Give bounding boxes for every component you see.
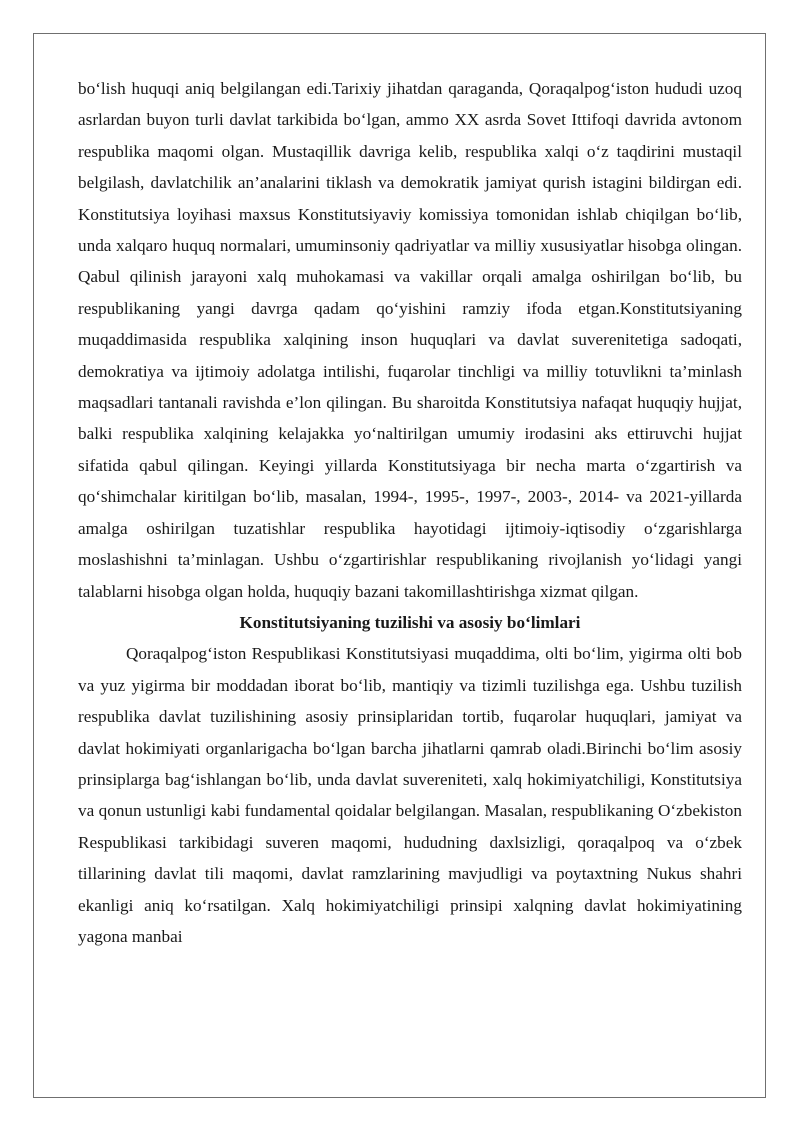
section-heading: Konstitutsiyaning tuzilishi va asosiy bo‘limlari [239,612,581,632]
document-body [78,73,742,952]
paragraph-continued: bo‘lish huquqi aniq belgilangan edi.Tarixiy jihatdan qaraganda, Qoraqalpog‘iston hududi uzoq asrlardan buyon turli davlat tarkibida bo‘lgan, ammo XX asrda Sovet Ittifoqi davrida avtonom respublika maqomi olgan. Mustaqillik davriga kelib, respublika xalqi o‘z taqdirini mustaqil belgilash, davlatchilik an’analarini tiklash va demokratik jamiyat qurish istagini bildirgan edi. Konstitutsiya loyihasi maxsus Konstitutsiyaviy komissiya tomonidan ishlab chiqilgan bo‘lib, unda xalqaro huquq normalari, umuminsoniy qadriyatlar va milliy xususiyatlar hisobga olingan. Qabul qilinish jarayoni xalq muhokamasi va vakillar orqali amalga oshirilgan bo‘lib, bu respublikaning yangi davrga qadam qo‘yishini ramziy ifoda etgan.Konstitutsiyaning muqaddimasida respublika xalqining inson huquqlari va davlat suverenitetiga sadoqati, demokratiya va ijtimoiy adolatga intilishi, fuqarolar tinchligi va milliy totuvlikni ta’minlash maqsadlari tantanali ravishda e’lon qilingan. Bu sharoitda Konstitutsiya nafaqat huquqiy hujjat, balki respublika xalqining kelajakka yo‘naltirilgan umumiy irodasini aks ettiruvchi hujjat sifatida qabul qilingan. Keyingi yillarda Konstitutsiyaga bir necha marta o‘zgartirish va qo‘shimchalar kiritilgan bo‘lib, masalan, 1994-, 1995-, 1997-, 2003-, 2014- va 2021-yillarda amalga oshirilgan tuzatishlar respublika hayotidagi ijtimoiy-iqtisodiy o‘zgarishlarga moslashishni ta’minlagan. Ushbu o‘zgartirishlar respublikaning rivojlanish yo‘lidagi yangi talablarni hisobga olgan holda, huquqiy bazani takomillashtirishga xizmat qilgan. [78,79,742,601]
paragraph-section: Qoraqalpog‘iston Respublikasi Konstitutsiyasi muqaddima, olti bo‘lim, yigirma olti bob va yuz yigirma bir moddadan iborat bo‘lib, mantiqiy va tizimli tuzilishga ega. Ushbu tuzilish respublika davlat tuzilishining asosiy prinsiplaridan tortib, fuqarolar huquqlari, jamiyat va davlat hokimiyati organlarigacha bo‘lgan barcha jihatlarni qamrab oladi.Birinchi bo‘lim asosiy prinsiplarga bag‘ishlangan bo‘lib, unda davlat suvereniteti, xalq hokimiyatchiligi, Konstitutsiya va qonun ustunligi kabi fundamental qoidalar belgilangan. Masalan, respublikaning O‘zbekiston Respublikasi tarkibidagi suveren maqomi, hududning daxlsizligi, qoraqalpoq va o‘zbek tillarining davlat tili maqomi, davlat ramzlarining mavjudligi va poytaxtning Nukus shahri ekanligi aniq ko‘rsatilgan. Xalq hokimiyatchiligi prinsipi xalqning davlat hokimiyatining yagona manbai [78,644,742,946]
